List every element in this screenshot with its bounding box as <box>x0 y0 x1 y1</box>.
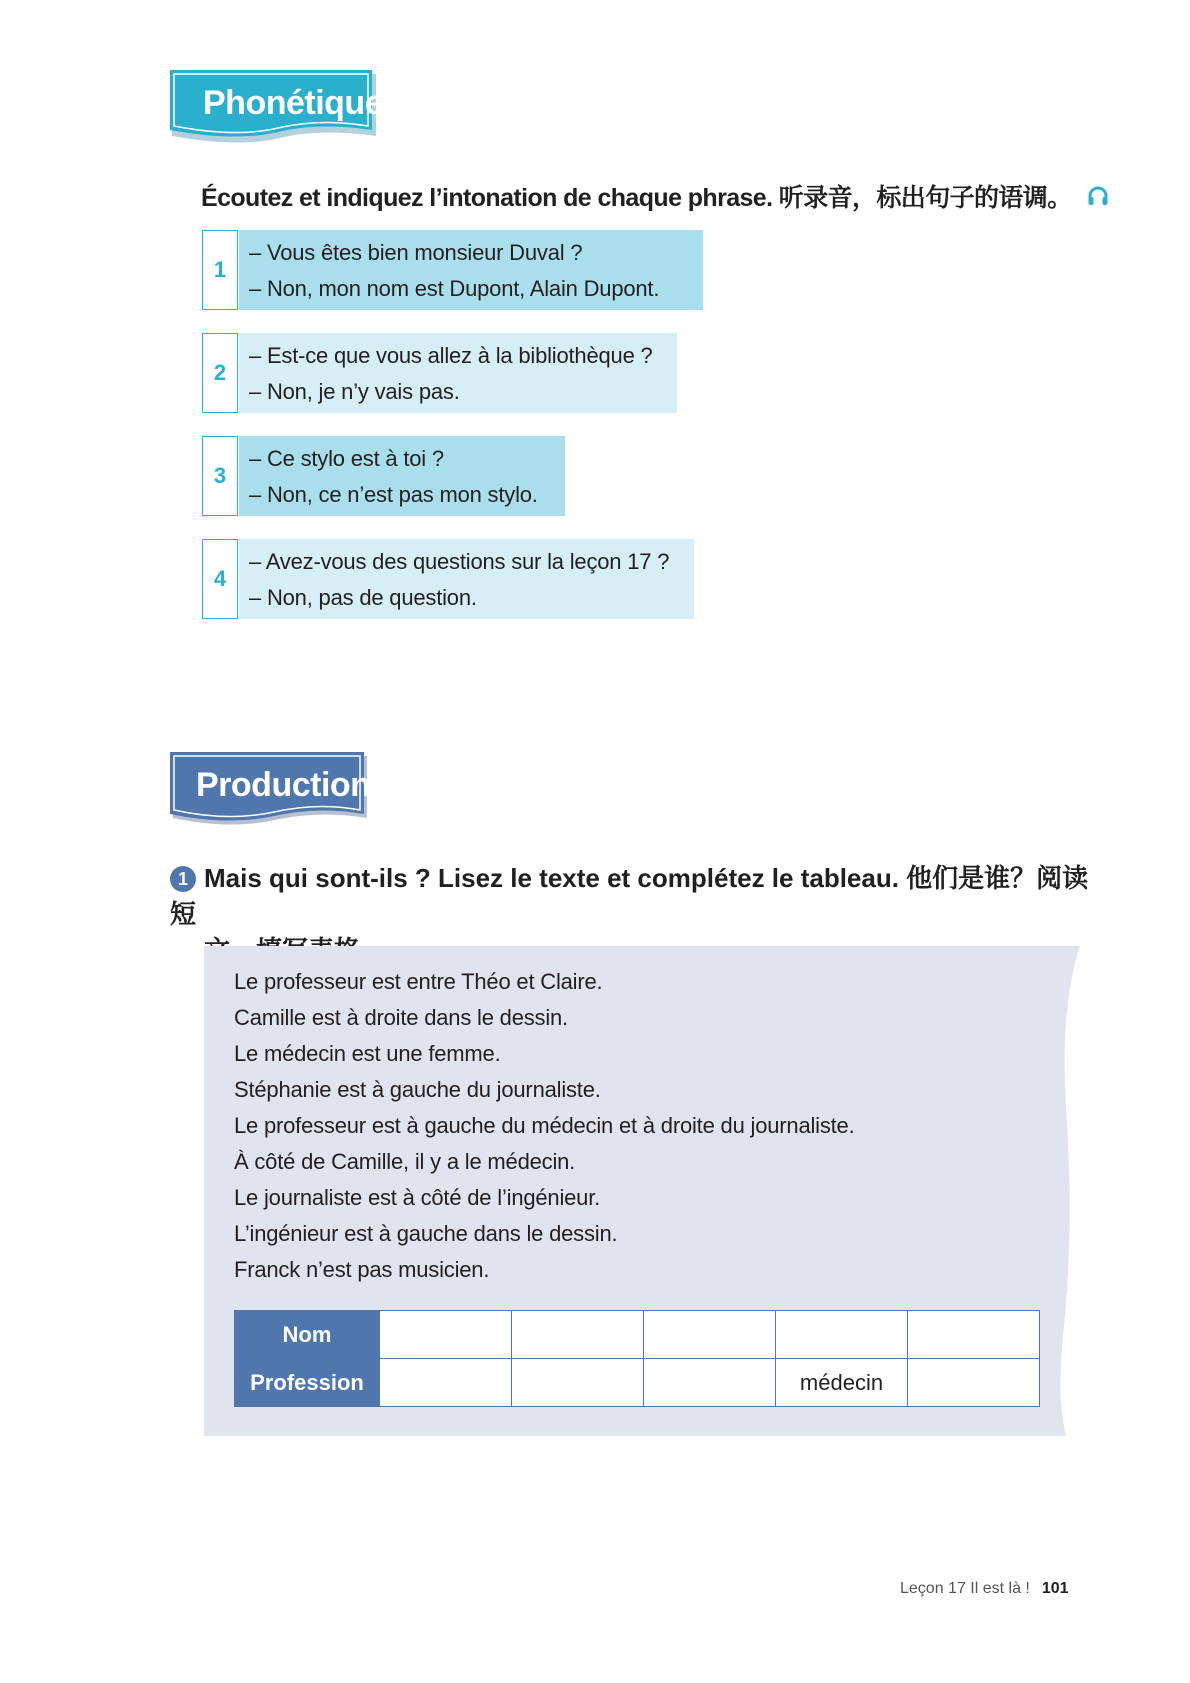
clue-line: Le professeur est à gauche du médecin et à droite du journaliste. <box>234 1113 855 1138</box>
exercise-dialogue <box>239 333 677 413</box>
dialogue-line: – Non, pas de question. <box>249 585 477 610</box>
clue-line: Le journaliste est à côté de l’ingénieur. <box>234 1185 601 1210</box>
profession-cell[interactable] <box>908 1359 1040 1407</box>
exercise-number-badge: 1 <box>170 866 196 892</box>
name-cell[interactable] <box>512 1311 644 1359</box>
row-header-nom: Nom <box>235 1311 380 1359</box>
dialogue-line: – Non, ce n’est pas mon stylo. <box>249 482 538 507</box>
profession-cell[interactable] <box>644 1359 776 1407</box>
clue-list <box>234 964 855 1288</box>
exercise-dialogue <box>239 436 565 516</box>
production-title: Production <box>196 766 371 804</box>
name-cell[interactable] <box>776 1311 908 1359</box>
clue-line: Le médecin est une femme. <box>234 1041 501 1066</box>
production-banner <box>170 752 380 832</box>
dialogue-line: – Non, mon nom est Dupont, Alain Dupont. <box>249 276 660 301</box>
dialogue-line: – Vous êtes bien monsieur Duval ? <box>249 240 583 265</box>
dialogue-line: – Avez-vous des questions sur la leçon 17 ? <box>249 549 670 574</box>
exercise-number: 3 <box>202 436 238 516</box>
name-cell[interactable] <box>644 1311 776 1359</box>
exercise-dialogue <box>239 230 703 310</box>
answer-table <box>234 1310 1040 1407</box>
phonetique-banner <box>170 70 395 154</box>
profession-cell[interactable] <box>380 1359 512 1407</box>
page-number: 101 <box>1041 1580 1069 1597</box>
exercise-dialogue <box>239 539 694 619</box>
clue-line: Franck n’est pas musicien. <box>234 1257 490 1282</box>
exercise-number: 4 <box>202 539 238 619</box>
page-footer <box>900 1580 1069 1598</box>
clue-line: L’ingénieur est à gauche dans le dessin. <box>234 1221 618 1246</box>
clue-line: À côté de Camille, il y a le médecin. <box>234 1149 576 1174</box>
clue-line: Camille est à droite dans le dessin. <box>234 1005 568 1030</box>
name-cell[interactable] <box>380 1311 512 1359</box>
phonetique-instruction-text: Écoutez et indiquez l’intonation de chaque phrase. 听录音，标出句子的语调。 <box>201 184 1072 212</box>
table-row-nom <box>235 1311 1040 1359</box>
dialogue-line: – Non, je n’y vais pas. <box>249 379 460 404</box>
production-instruction-line1: Mais qui sont-ils ? Lisez le texte et complétez le tableau. 他们是谁？阅读短 <box>170 863 1089 929</box>
profession-cell[interactable] <box>512 1359 644 1407</box>
lesson-title: Leçon 17 Il est là ! <box>900 1580 1030 1597</box>
profession-cell[interactable]: médecin <box>776 1359 908 1407</box>
clue-line: Stéphanie est à gauche du journaliste. <box>234 1077 601 1102</box>
table-row-profession <box>235 1359 1040 1407</box>
exercise-number: 1 <box>202 230 238 310</box>
name-cell[interactable] <box>908 1311 1040 1359</box>
phonetique-instruction <box>201 178 1110 215</box>
row-header-profession: Profession <box>235 1359 380 1407</box>
phonetique-title: Phonétique <box>203 84 384 122</box>
clue-line: Le professeur est entre Théo et Claire. <box>234 969 603 994</box>
exercise-number: 2 <box>202 333 238 413</box>
headphones-icon[interactable] <box>1086 184 1110 215</box>
dialogue-line: – Est-ce que vous allez à la bibliothèque ? <box>249 343 653 368</box>
dialogue-line: – Ce stylo est à toi ? <box>249 446 444 471</box>
